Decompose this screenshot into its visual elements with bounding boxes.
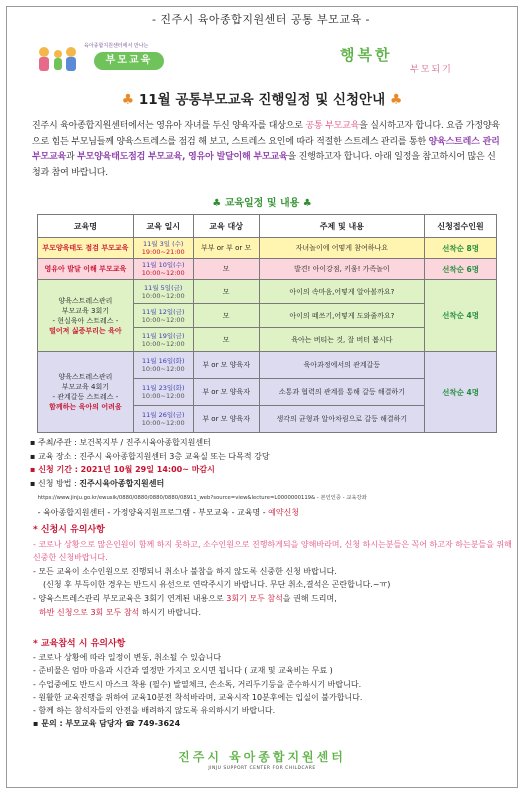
course-name-line: 함께하는 육아의 어려움 (49, 403, 122, 411)
note-text: - 양육스트레스관리 부모교육은 3회기 연계된 내용으로 (33, 593, 227, 603)
info-place: 교육 장소 : 진주시 육아종합지원센터 3층 교육실 또는 다목적 강당 (37, 451, 270, 461)
notes-heading: * 교육참석 시 유의사항 (33, 639, 126, 649)
table-row (38, 259, 497, 280)
info-row (30, 490, 510, 506)
course-capacity: 선착순 4명 (425, 280, 497, 352)
course-date (133, 259, 193, 280)
note-line: - 코로나 상황으로 많은인원이 함께 하지 못하고, 소수인원으로 진행하게되을 양해바라며, 신청 하시는분들은 꼭어 하고자 하는분들을 위해 신중한 신청바랍니다. (33, 539, 512, 563)
intro-text: 과 (65, 152, 78, 163)
info-row: ▪ 주최/주관 : 보건복지부 / 진주시육아종합지원센터 (30, 438, 211, 447)
note-line: - 준비물은 엄마 마음과 시간과 열정만 가지고 오시면 됩니다 ( 교재 및 교육비는 무료 ) (33, 666, 333, 676)
logo-sub-text: 부모되기 (410, 65, 453, 75)
info-url-tail: - 본인인증 - 교육강좌 (315, 495, 367, 501)
intro-text: 을 진행하고자 합니다. 아래 일정을 참고하시어 많은 신청과 참여 바랍니다. (32, 152, 496, 178)
course-target: 부 or 모 양육자 (193, 352, 259, 379)
table-row (38, 280, 497, 304)
logo-pill: 부모교육 (94, 52, 164, 70)
time-text: 10:00~12:00 (141, 339, 185, 348)
time-text: 10:00~12:00 (141, 365, 185, 373)
course-name (38, 352, 134, 433)
course-target: 부 or 모 양육자 (193, 406, 259, 433)
info-section (30, 436, 510, 519)
schedule-title-text: 교육일정 및 내용 (224, 198, 300, 209)
info-method: 진주시육아종합지원센터 (79, 478, 165, 488)
course-date (133, 328, 193, 352)
table-header: 교육 일시 (133, 215, 193, 238)
contact-text: 문의 : 부모교육 담당자 ☎ 749-3624 (41, 719, 181, 729)
course-name: 영유아 발달 이해 부모교육 (38, 259, 134, 280)
course-topic: 발견! 아이강점, 키움! 가족놀이 (259, 259, 425, 280)
application-notes (33, 524, 513, 619)
table-header: 교육 대상 (193, 215, 259, 238)
course-topic: 아이의 떼쓰기,어떻게 도와줄까요? (259, 304, 425, 328)
course-capacity: 선착순 4명 (425, 352, 497, 433)
note-line: (신청 후 부득이한 경우는 반드시 유선으로 연락주시기 바랍니다. 무단 취소,결석은 곤란합니다.~ㅠ) (43, 580, 391, 590)
info-method-label: 신청 방법 : (37, 478, 80, 488)
schedule-table (37, 214, 497, 433)
clover-icon: ♣ (389, 92, 403, 108)
course-date (133, 379, 193, 406)
course-name-line: 부모교육 3회기 (61, 306, 110, 315)
course-name-line: 양육스트레스관리 (58, 296, 113, 305)
course-capacity: 선착순 6명 (425, 259, 497, 280)
time-text: 10:00~12:00 (141, 269, 185, 277)
info-period: 신청 기간 : 2021년 10월 29일 14:00~ 마감시 (38, 465, 215, 474)
course-date (133, 238, 193, 259)
course-target: 모 (193, 259, 259, 280)
table-header: 신청접수인원 (425, 215, 497, 238)
note-line (33, 606, 513, 620)
page-title-text: 11월 공통부모교육 진행일정 및 신청안내 (138, 92, 386, 108)
course-date (133, 280, 193, 304)
date-text: 11월 23일(화) (141, 384, 185, 392)
date-text: 11월 19일(금) (141, 331, 185, 340)
happy-parents-logo (340, 44, 500, 76)
note-text: 을 권해 드리며, (282, 593, 337, 603)
course-name-line: 부모교육 4회기 (61, 383, 110, 391)
note-line: - 함께 하는 참석자들의 안전을 배려하지 않도록 유의하시기 바랍니다. (33, 706, 276, 716)
course-name-line: - 관계갈등 스트레스 - (52, 393, 119, 401)
info-row: ▪ 신청 방법 : 진주시육아종합지원센터 (30, 478, 165, 488)
course-target: 모 (193, 280, 259, 304)
date-text: 11월 26일(금) (141, 411, 185, 419)
course-topic: 자녀놀이에 어떻게 참여하나요 (259, 238, 425, 259)
date-text: 11월 3일 (수) (143, 240, 184, 248)
page-title (0, 88, 524, 108)
course-date (133, 352, 193, 379)
date-text: 11월 10일(수) (141, 261, 185, 269)
intro-paragraph (32, 119, 502, 181)
course-name-line: - 현실육아 스트레스 - (52, 316, 119, 325)
info-path: - 육아종합지원센터 - 가정양육지원프로그램 - 부모교육 - 교육명 - (37, 507, 269, 517)
course-name-line: 양육스트레스관리 (58, 373, 113, 381)
time-text: 10:00~12:00 (141, 392, 185, 400)
time-text: 10:00~12:00 (141, 315, 185, 324)
table-row (38, 352, 497, 379)
logo-caption: 육아종합지원센터에서 만나는 (84, 43, 149, 49)
course-name (38, 280, 134, 352)
course-target: 모 (193, 304, 259, 328)
time-text: 10:00~12:00 (141, 291, 185, 300)
table-header-row (38, 215, 497, 238)
table-header: 주제 및 내용 (259, 215, 425, 238)
banner: - 진주시 육아종합지원센터 공통 부모교육 - (151, 13, 371, 26)
table-header: 교육명 (38, 215, 134, 238)
note-line: - 모든 교육이 소수인원으로 진행되니 취소나 불참을 하지 않도록 신중한 신청 바랍니다. (33, 566, 337, 576)
clover-icon: ♣ (212, 198, 225, 209)
date-text: 11월 16일(화) (141, 357, 185, 365)
course-topic: 소통과 협력의 관계를 통해 갈등 해결하기 (259, 379, 425, 406)
intro-text: 진주시 육아종합지원센터에서는 영유아 자녀를 두신 양육자를 대상으로 (32, 121, 306, 131)
note-highlight: 3회기 모두 참석 (226, 593, 283, 603)
course-topic: 생각의 균형과 알아차림으로 갈등 해결하기 (259, 406, 425, 433)
logo-main-text: 행복한 (340, 46, 393, 64)
course-target: 부부 or 부 or 모 (193, 238, 259, 259)
table-row (38, 238, 497, 259)
note-line (33, 592, 513, 606)
intro-text: 을 실시하고자 합니다. 요즘 가정양육으로 힘든 부모님들께 양육스트레스를 점검 해 보고, 스트레스 요인에 따라 적절한 스트레스 관리를 통한 (32, 121, 500, 147)
course-capacity: 선착순 8명 (425, 238, 497, 259)
schedule-title (0, 194, 524, 209)
time-text: 10:00~12:00 (141, 419, 185, 427)
note-text: 하시기 바랍니다. (139, 607, 202, 617)
clover-icon: ♣ (121, 92, 135, 108)
contact-line: ▪ 문의 : 부모교육 담당자 ☎ 749-3624 (33, 719, 181, 729)
center-name: 진주시 육아종합지원센터 (178, 750, 346, 764)
info-row (30, 506, 510, 520)
date-text: 11월 5일(금) (144, 283, 183, 292)
note-highlight: 하반 신청으로 3회 모두 참석 (39, 607, 140, 617)
info-row: ▪ 신청 기간 : 2021년 10월 29일 14:00~ 마감시 (30, 465, 215, 474)
note-line: - 코로나 상황에 따라 일정이 변동, 취소될 수 있습니다 (33, 653, 222, 663)
course-topic: 육아는 버티는 것, 잘 버터 봅시다 (259, 328, 425, 352)
attendance-notes (33, 638, 513, 730)
course-date (133, 406, 193, 433)
course-topic: 아이의 속마음,어떻게 알아볼까요? (259, 280, 425, 304)
intro-highlight: 공통 부모교육 (305, 121, 360, 131)
application-link[interactable]: https://www.jinju.go.kr/ewusik/0880/0880/0880/0880/08911_web?source=view&lecture=L0000000119& (37, 495, 316, 501)
intro-highlight: 양육스트레스 관리 부모교육 (32, 136, 500, 163)
info-host: 주최/주관 : 보건복지부 / 진주시육아종합지원센터 (37, 438, 211, 447)
course-topic: 육아과정에서의 관계갈등 (259, 352, 425, 379)
intro-highlight: 부모양육태도점검 부모교육, 영유아 발달이해 부모교육 (77, 152, 288, 163)
clover-icon: ♣ (299, 198, 312, 209)
info-path-red: 예약신청 (268, 507, 300, 517)
course-name-line: 떨어져 싫증부리는 육아 (49, 326, 122, 335)
course-name: 부모양육태도 점검 부모교육 (38, 238, 134, 259)
center-logo (0, 748, 524, 771)
center-name-en: JINJU SUPPORT CENTER FOR CHILDCARE (208, 766, 316, 771)
course-date (133, 304, 193, 328)
note-line: - 수업중에도 반드시 마스크 착용 (필수) 발열체크, 손소독, 거리두기등을 준수하시기 바랍니다. (33, 679, 362, 689)
family-icon (36, 44, 80, 74)
note-line: - 원활한 교육진행을 위하여 교육10분전 착석바라며, 교육시작 10분후에는 입실이 불가합니다. (33, 692, 363, 702)
course-target: 부 or 모 양육자 (193, 379, 259, 406)
info-row: ▪ 교육 장소 : 진주시 육아종합지원센터 3층 교육실 또는 다목적 강당 (30, 451, 270, 461)
course-target: 모 (193, 328, 259, 352)
time-text: 19:00~21:00 (141, 248, 185, 256)
date-text: 11월 12일(금) (141, 307, 185, 316)
notes-heading: * 신청시 유의사항 (33, 525, 105, 535)
parent-education-logo (36, 42, 186, 78)
